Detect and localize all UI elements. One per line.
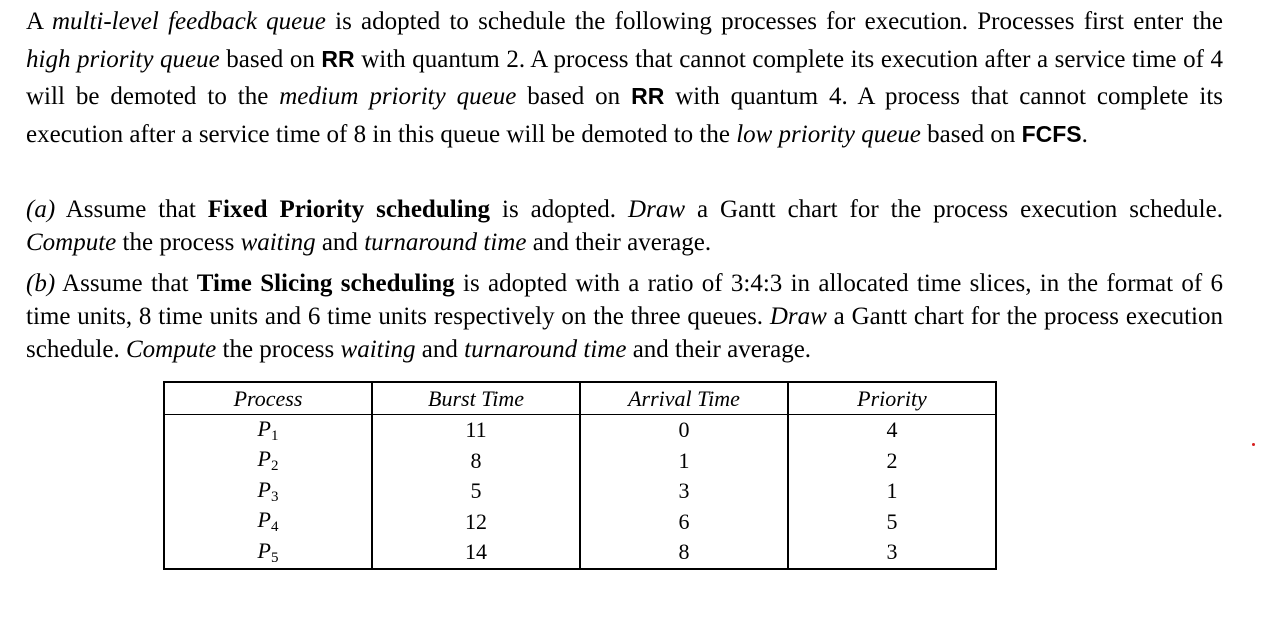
process-name: P: [257, 476, 271, 502]
arrival-time-cell: 6: [580, 507, 788, 538]
process-name-cell: [164, 415, 372, 446]
intro-algorithm: RR: [321, 45, 355, 72]
part-b-emphasis: turnaround time: [464, 336, 627, 363]
burst-time-cell: 5: [372, 476, 580, 507]
priority-cell: 5: [788, 507, 996, 538]
part-b-text: a Gantt chart for the process execution schedule.: [26, 303, 1223, 363]
process-name: P: [257, 415, 271, 441]
arrival-time-cell: 3: [580, 476, 788, 507]
part-b-text: is adopted with a ratio of 3:4:3 in allocated time slices, in the format of 6 time units, 8 time units and 6 time units respectively on the three queues.: [26, 270, 1224, 330]
part-b-text: Assume that: [55, 270, 197, 297]
part-a-emphasis: Draw: [628, 196, 685, 223]
part-a-paragraph: [26, 193, 1223, 259]
process-name-cell: [164, 507, 372, 538]
part-b-paragraph: [26, 267, 1223, 366]
part-a-text: is adopted.: [490, 196, 629, 223]
part-b-emphasis: Compute: [125, 336, 217, 363]
intro-emphasis: low priority queue: [736, 120, 921, 148]
part-a-label: (a): [26, 196, 56, 223]
process-table: [163, 381, 997, 570]
part-a-text: and their average.: [526, 229, 712, 256]
table-row: [164, 537, 996, 569]
header-arrival-time: Arrival Time: [580, 382, 788, 415]
process-index: 4: [270, 519, 279, 536]
process-name: P: [257, 446, 271, 472]
burst-time-cell: 14: [372, 537, 580, 569]
part-a-bold: Fixed Priority scheduling: [207, 196, 491, 223]
arrival-time-cell: 8: [580, 537, 788, 569]
process-name-cell: [164, 537, 372, 569]
part-a-emphasis: Compute: [26, 229, 117, 256]
burst-time-cell: 12: [372, 507, 580, 538]
header-priority: Priority: [788, 382, 996, 415]
part-a-emphasis: waiting: [240, 229, 316, 256]
table-row: [164, 476, 996, 507]
table-header-row: [164, 382, 996, 415]
process-index: 1: [270, 427, 279, 444]
priority-cell: 2: [788, 446, 996, 477]
intro-text: based on: [920, 120, 1022, 148]
table-row: [164, 507, 996, 538]
process-index: 2: [270, 458, 279, 475]
header-process: Process: [164, 382, 372, 415]
priority-cell: 1: [788, 476, 996, 507]
intro-text: is adopted to schedule the following processes for execution. Processes first enter the: [325, 8, 1224, 35]
process-index: 5: [270, 549, 279, 566]
intro-text: .: [1081, 120, 1088, 148]
process-name-cell: [164, 476, 372, 507]
process-name: P: [257, 507, 271, 533]
part-a-emphasis: turnaround time: [364, 229, 527, 256]
header-burst-time: Burst Time: [372, 382, 580, 415]
part-a-text: a Gantt chart for the process execution schedule.: [685, 196, 1223, 223]
intro-text: with quantum 2. A process that cannot complete its execution after a service time of 4 will be demoted to the: [26, 45, 1223, 110]
part-b-emphasis: waiting: [340, 336, 416, 363]
part-b-text: the process: [216, 336, 341, 363]
intro-text: based on: [516, 83, 632, 110]
part-b-bold: Time Slicing scheduling: [196, 270, 455, 297]
part-b-label: (b): [26, 270, 56, 297]
priority-cell: 3: [788, 537, 996, 569]
intro-algorithm: RR: [631, 83, 665, 109]
intro-emphasis: high priority queue: [26, 45, 220, 73]
table-row: [164, 446, 996, 477]
burst-time-cell: 11: [372, 415, 580, 446]
stray-dot: [1252, 443, 1255, 446]
intro-algorithm: FCFS: [1021, 120, 1082, 147]
part-a-text: and: [315, 229, 365, 256]
intro-text: A: [26, 8, 52, 35]
intro-emphasis: medium priority queue: [279, 83, 517, 110]
part-a-text: Assume that: [55, 196, 208, 223]
process-name-cell: [164, 446, 372, 477]
arrival-time-cell: 0: [580, 415, 788, 446]
part-b-text: and: [415, 336, 465, 363]
part-a-text: the process: [116, 229, 241, 256]
arrival-time-cell: 1: [580, 446, 788, 477]
intro-paragraph: [26, 3, 1223, 153]
table-row: [164, 415, 996, 446]
process-index: 3: [270, 488, 279, 505]
intro-text: with quantum 4. A process that cannot complete its execution after a service time of 8 in this queue will be demoted to the: [26, 83, 1224, 148]
process-name: P: [257, 537, 271, 563]
burst-time-cell: 8: [372, 446, 580, 477]
priority-cell: 4: [788, 415, 996, 446]
intro-emphasis: multi-level feedback queue: [51, 8, 326, 35]
intro-text: based on: [219, 45, 322, 73]
part-b-text: and their average.: [626, 336, 812, 363]
part-b-emphasis: Draw: [769, 303, 827, 330]
